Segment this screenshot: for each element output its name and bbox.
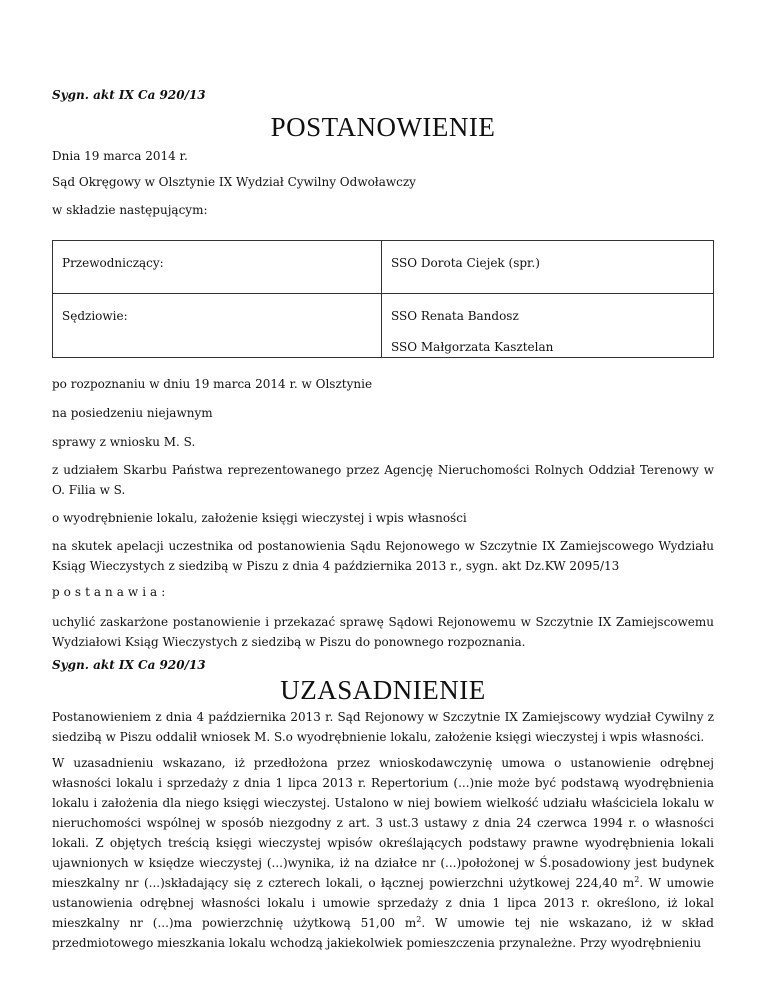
composition-intro: w składzie następującym:: [52, 203, 208, 217]
justification-paragraph: Postanowieniem z dnia 4 października 2013 r. Sąd Rejonowy w Szczytnie IX Zamiejscowy wydział Cywilny z siedzibą w Piszu oddalił wniosek M. S.o wyodrębnienie lokalu, założenie księgi wieczystej i wpis własności.: [52, 710, 714, 744]
case-subject: sprawy z wniosku M. S.: [52, 435, 196, 449]
participant-info: z udziałem Skarbu Państwa reprezentowanego przez Agencję Nieruchomości Rolnych Oddział Terenowy w O. Filia w S.: [52, 463, 714, 497]
chair-label: Przewodniczący:: [53, 241, 382, 294]
case-reference: Sygn. akt IX Ca 920/13: [52, 88, 206, 102]
case-matter: o wyodrębnienie lokalu, założenie księgi wieczystej i wpis własności: [52, 511, 467, 525]
judge-name: SSO Renata Bandosz: [391, 309, 519, 323]
judges-panel-table: [52, 240, 714, 358]
ruling-intro: postanawia:: [52, 585, 170, 599]
decision-date: Dnia 19 marca 2014 r.: [52, 149, 188, 163]
judges-label: Sędziowie:: [53, 294, 382, 358]
hearing-info: po rozpoznaniu w dniu 19 marca 2014 r. w Olsztynie: [52, 377, 373, 391]
court-name: Sąd Okręgowy w Olsztynie IX Wydział Cywilny Odwoławczy: [52, 175, 416, 189]
appeal-info: na skutek apelacji uczestnika od postanowienia Sądu Rejonowego w Szczytnie IX Zamiejscowego Wydziału Ksiąg Wieczystych z siedzibą w Piszu z dnia 4 października 2013 r., sygn. akt Dz.KW 2095/13: [52, 539, 714, 573]
judges-names: [382, 294, 714, 358]
decision-title: POSTANOWIENIE: [270, 112, 496, 142]
judge-name: SSO Małgorzata Kasztelan: [391, 340, 554, 354]
ruling-text: uchylić zaskarżone postanowienie i przekazać sprawę Sądowi Rejonowemu w Szczytnie IX Zamiejscowemu Wydziałowi Ksiąg Wieczystych z siedzibą w Piszu do ponownego rozpoznania.: [52, 615, 714, 649]
case-reference: Sygn. akt IX Ca 920/13: [52, 658, 206, 672]
chair-name: SSO Dorota Ciejek (spr.): [382, 241, 714, 294]
session-type: na posiedzeniu niejawnym: [52, 406, 213, 420]
justification-title: UZASADNIENIE: [280, 675, 486, 705]
justification-paragraph: W uzasadnieniu wskazano, iż przedłożona przez wnioskodawczynię umowa o ustanowienie odrębnej własności lokalu i sprzedaży z dnia 1 lipca 2013 r. Repertorium (...)nie może być podstawą wyodrębnienia lokalu i założenia dla niego księgi wieczystej. Ustalono w niej bowiem wielkość udziału właściciela lokalu w nieruchomości wspólnej w sposób niezgodny z art. 3 ust.3 ustawy z dnia 24 czerwca 1994 r. o własności lokali. Z objętych treścią księgi wieczystej wpisów określających podstawy prawne wyodrębnienia lokali ujawnionych w księdze wieczystej (...)wynika, iż na działce nr (...)położonej w Ś.posadowiony jest budynek mieszkalny nr (...)składający się z czterech lokali, o łącznej powierzchni użytkowej 224,40 $m^2$. W umowie ustanowienia odrębnej własności lokalu i umowie sprzedaży z dnia 1 lipca 2013 r. określono, iż lokal mieszkalny nr (...)ma powierzchnię użytkową 51,00 $m^2$. W umowie tej nie wskazano, iż w skład przedmiotowego mieszkania lokalu wchodzą jakiekolwiek pomieszczenia przynależne. Przy wyodrębnieniu: [52, 756, 714, 950]
